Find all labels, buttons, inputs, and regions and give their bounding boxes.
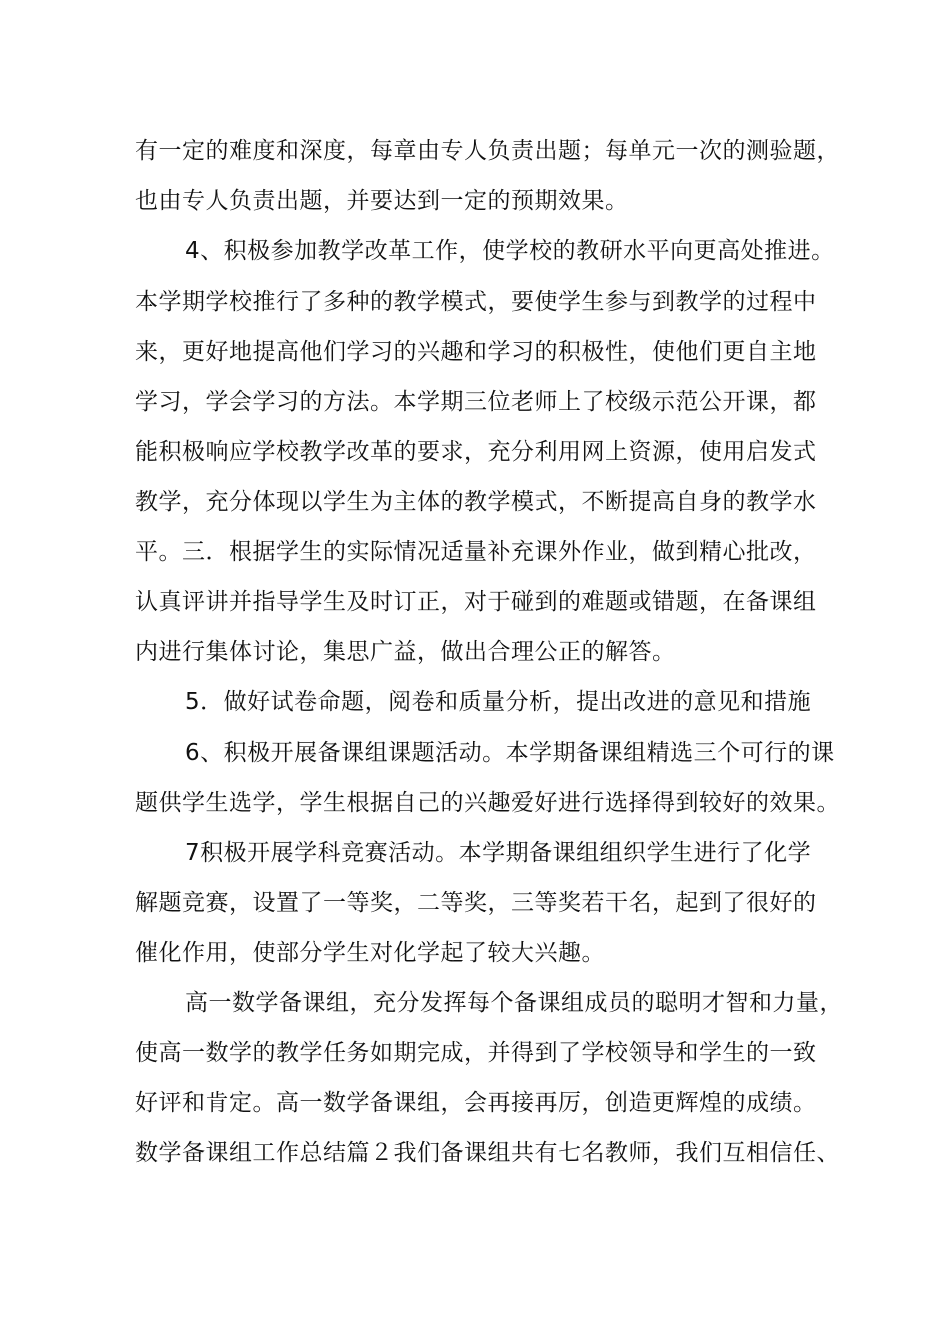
text-line: 解题竞赛，设置了一等奖，二等奖，三等奖若干名，起到了很好的 xyxy=(135,890,817,916)
text-line: 好评和肯定。高一数学备课组，会再接再厉，创造更辉煌的成绩。 xyxy=(135,1090,817,1116)
text-line: 有一定的难度和深度，每章由专人负责出题；每单元一次的测验题， xyxy=(135,138,840,164)
text-line: 催化作用，使部分学生对化学起了较大兴趣。 xyxy=(135,940,605,966)
text-line: 数学备课组工作总结篇２我们备课组共有七名教师，我们互相信任、 xyxy=(135,1140,840,1166)
text-line: 本学期学校推行了多种的教学模式，要使学生参与到教学的过程中 xyxy=(135,289,817,315)
text-line: 使高一数学的教学任务如期完成，并得到了学校领导和学生的一致 xyxy=(135,1040,817,1066)
text-line: 6、积极开展备课组课题活动。本学期备课组精选三个可行的课 xyxy=(185,740,835,766)
text-line: 能积极响应学校教学改革的要求，充分利用网上资源，使用启发式 xyxy=(135,439,817,465)
text-line: 5．做好试卷命题，阅卷和质量分析，提出改进的意见和措施 xyxy=(185,689,812,715)
text-line: 平。三．根据学生的实际情况适量补充课外作业，做到精心批改， xyxy=(135,539,817,565)
text-line: 4、积极参加教学改革工作，使学校的教研水平向更高处推进。 xyxy=(185,238,835,264)
text-line: 内进行集体讨论，集思广益，做出合理公正的解答。 xyxy=(135,639,676,665)
text-line: 题供学生选学，学生根据自己的兴趣爱好进行选择得到较好的效果。 xyxy=(135,790,840,816)
text-line: 教学，充分体现以学生为主体的教学模式，不断提高自身的教学水 xyxy=(135,489,817,515)
text-line: 也由专人负责出题，并要达到一定的预期效果。 xyxy=(135,188,629,214)
text-line: 认真评讲并指导学生及时订正，对于碰到的难题或错题，在备课组 xyxy=(135,589,817,615)
text-line: 7积极开展学科竞赛活动。本学期备课组组织学生进行了化学 xyxy=(185,840,812,866)
text-line: 高一数学备课组，充分发挥每个备课组成员的聪明才智和力量， xyxy=(185,990,843,1016)
text-line: 来，更好地提高他们学习的兴趣和学习的积极性，使他们更自主地 xyxy=(135,339,817,365)
text-line: 学习，学会学习的方法。本学期三位老师上了校级示范公开课，都 xyxy=(135,389,817,415)
